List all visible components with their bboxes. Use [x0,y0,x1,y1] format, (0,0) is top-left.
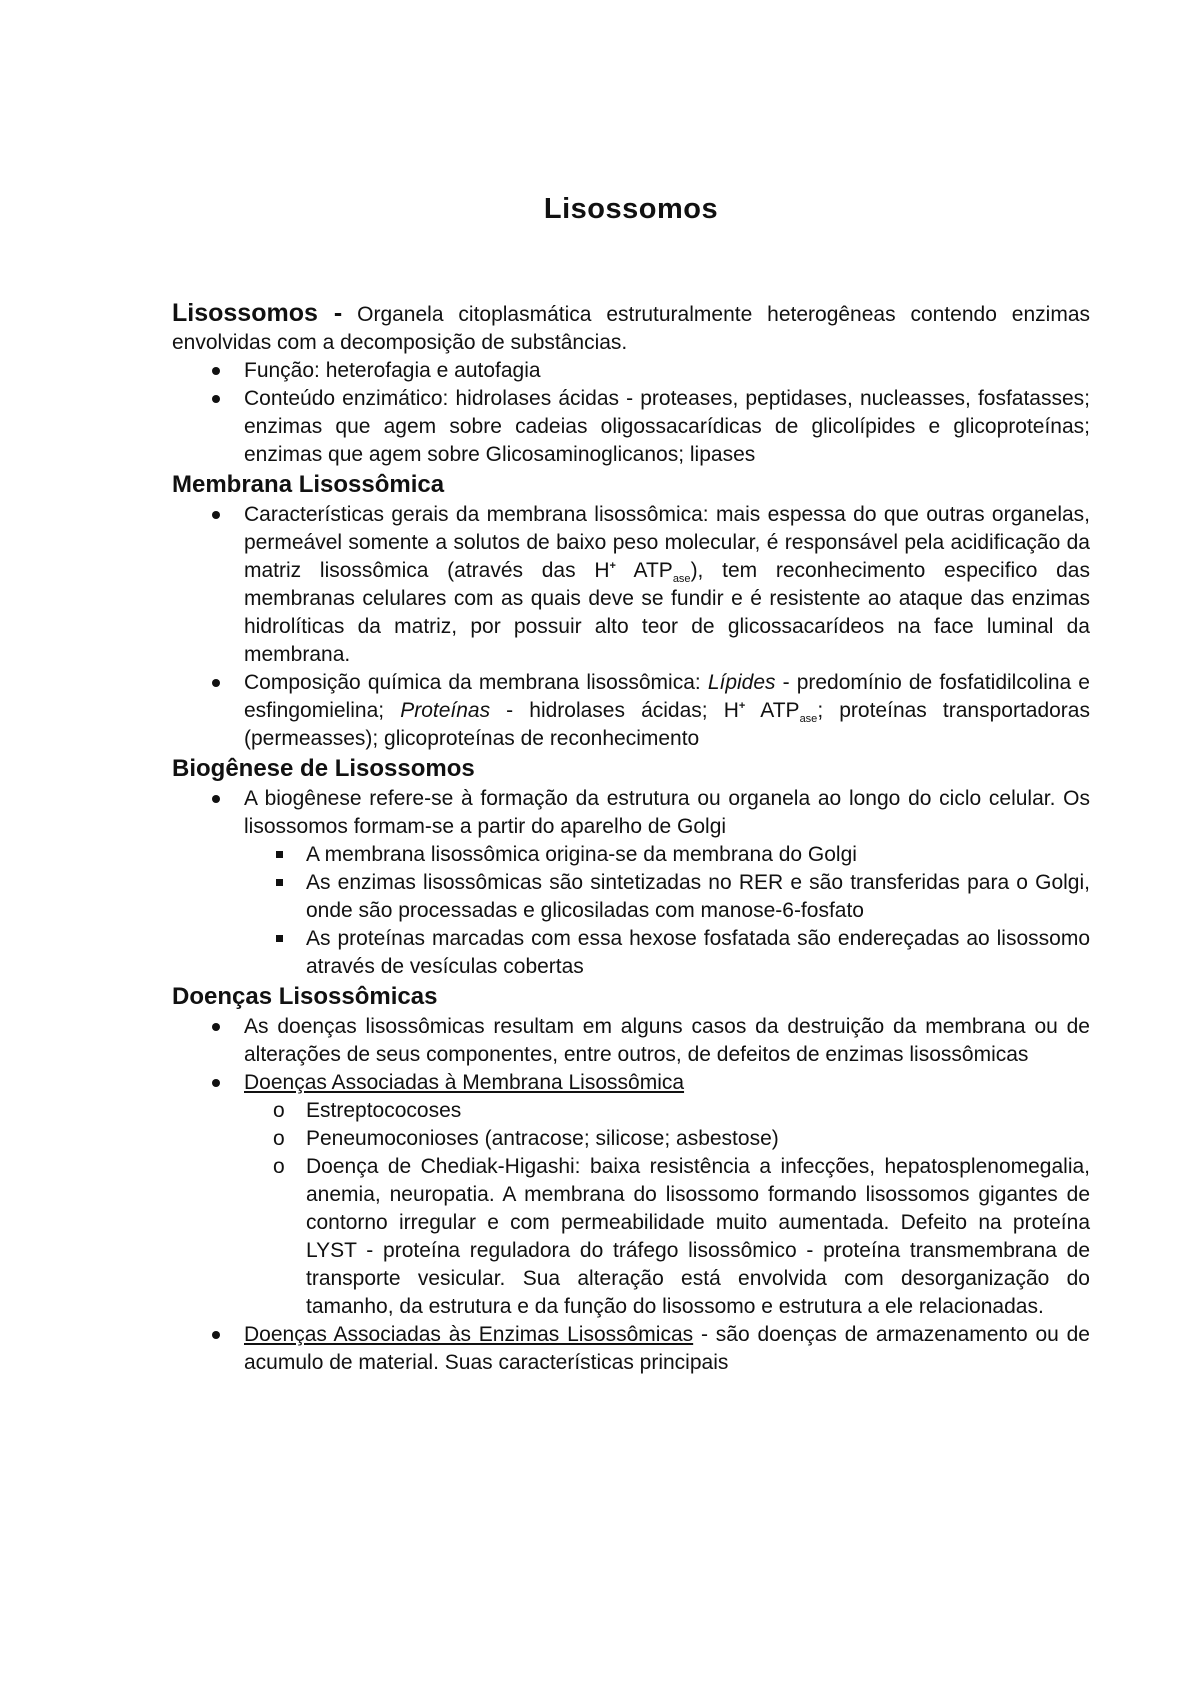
text-run: ; proteínas transportadoras (permeasses); glicoproteínas de reconhecimento [244,699,1090,750]
underlined-label: Doenças Associadas às Enzimas Lisossômicas [244,1323,694,1346]
text-run: - hidrolases ácidas; H [490,699,739,722]
section-heading-biogenese: Biogênese de Lisossomos [172,755,475,782]
list-item [172,1321,1090,1377]
biogenese-sublist [172,841,1090,981]
list-item [172,1069,1090,1321]
sub-list-item: As enzimas lisossômicas são sintetizadas no RER e são transferidas para o Golgi, onde são processadas e glicosiladas com manose-6-fosfato [172,869,1090,925]
text-run: Características gerais da membrana lisossômica: mais espessa do que outras organelas, permeável somente a solutos de baixo peso molecular, é responsável pela acidificação da matriz lisossômica (através das H [244,503,1090,582]
subscript: ase [799,713,818,726]
biogenese-list [172,785,1090,981]
sub-list-item: o Doença de Chediak-Higashi: baixa resistência a infecções, hepatosplenomegalia, anemia, neuropatia. A membrana do lisossomo formando lisossomos gigantes de contorno irregular e com permeabilidade muito aumentada. Defeito na proteína LYST - proteína reguladora do tráfego lisossômico - proteína transmembrana de transporte vesicular. Sua alteração está envolvida com desorganização do tamanho, da estrutura e da função do lisossomo e estrutura a ele relacionadas. [172,1153,1090,1321]
section-heading-doencas: Doenças Lisossômicas [172,983,438,1010]
section-heading-membrana: Membrana Lisossômica [172,471,445,498]
intro-paragraph [172,299,1090,357]
membrana-list [172,501,1090,753]
text-run: - são doenças de armazenamento ou de acumulo de material. Suas características principais [244,1323,1090,1374]
membrana-diseases-sublist [172,1097,1090,1321]
sub-list-item: A membrana lisossômica origina-se da membrana do Golgi [172,841,1090,869]
list-item [172,669,1090,753]
list-item: Conteúdo enzimático: hidrolases ácidas - proteases, peptidases, nucleasses, fosfatasses; enzimas que agem sobre cadeias oligossacarídicas de glicolípides e glicoproteínas; enzimas que agem sobre Glicosaminoglicanos; lipases [172,385,1090,469]
intro-term: Lisossomos - [172,299,343,327]
superscript: + [609,560,616,572]
italic-term: Lípides [707,671,776,694]
text-run: ATP [615,559,673,582]
page-title: Lisossomos [543,193,719,225]
italic-term: Proteínas [400,699,491,722]
superscript: + [738,700,746,712]
intro-text: Organela citoplasmática estruturalmente heterogêneas contendo enzimas envolvidas com a decomposição de substâncias. [172,303,1090,354]
text-run: Composição química da membrana lisossômica: [244,671,708,694]
list-item [172,785,1090,981]
text-run: ATP [745,699,800,722]
doencas-list [172,1013,1090,1377]
sub-list-item: o Estreptococoses [172,1097,1090,1125]
text-run: - predomínio de fosfatidilcolina e esfingomielina; [244,671,1090,722]
list-item: As doenças lisossômicas resultam em alguns casos da destruição da membrana ou de alterações de seus componentes, entre outros, de defeitos de enzimas lisossômicas [172,1013,1090,1069]
text-run: A biogênese refere-se à formação da estrutura ou organela ao longo do ciclo celular. Os lisossomos formam-se a partir do aparelho de Golgi [244,787,1090,838]
subscript: ase [672,573,691,586]
underlined-label: Doenças Associadas à Membrana Lisossômica [244,1071,685,1094]
intro-list [172,357,1090,469]
sub-list-item: o Peneumoconioses (antracose; silicose; asbestose) [172,1125,1090,1153]
list-item: Função: heterofagia e autofagia [172,357,1090,385]
text-run: ), tem reconhecimento especifico das membranas celulares com as quais deve se fundir e é resistente ao ataque das enzimas hidrolíticas da matriz, por possuir alto teor de glicossacarídeos na face luminal da membrana. [244,559,1090,666]
list-item [172,501,1090,669]
sub-list-item: As proteínas marcadas com essa hexose fosfatada são endereçadas ao lisossomo através de vesículas cobertas [172,925,1090,981]
document-body [172,299,1090,1377]
